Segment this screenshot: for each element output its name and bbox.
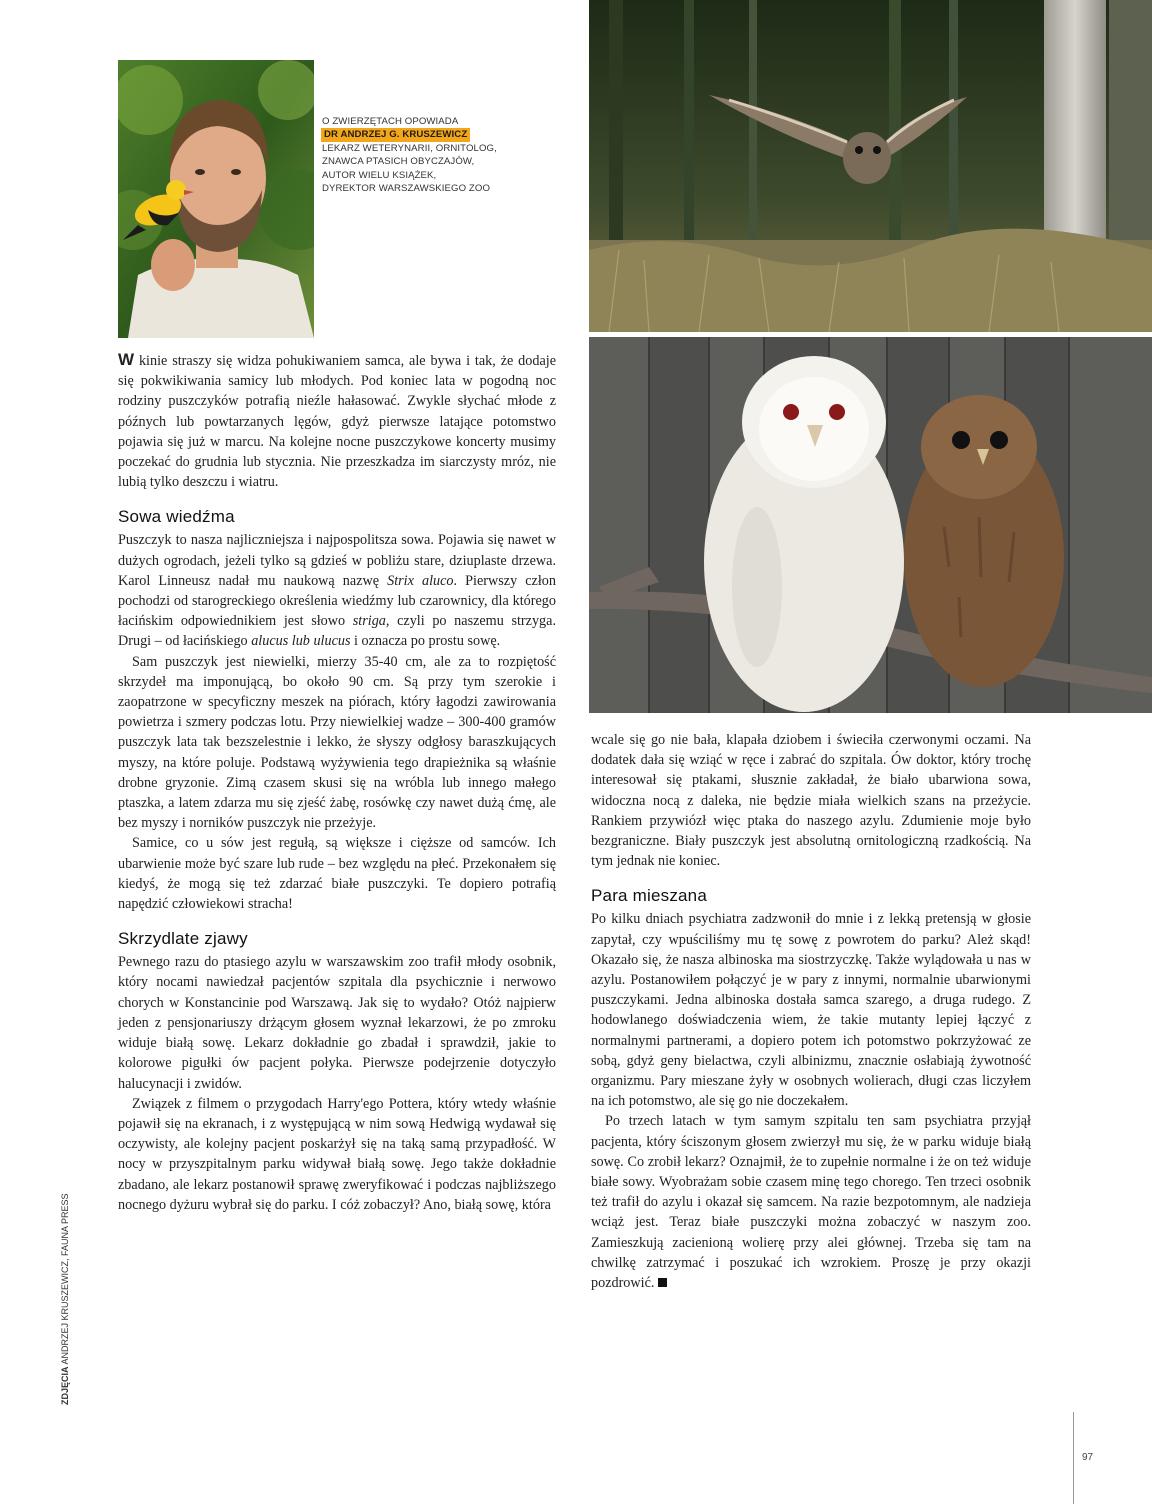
article-column-right bbox=[591, 730, 1031, 1293]
section-heading-sowa-wiedzma: Sowa wiedźma bbox=[118, 507, 235, 527]
intro-text: kinie straszy się widza pohukiwaniem samca, ale bywa i tak, że dodaje się pokwikiwania samicy lub młodych. Pod koniec lata w pogodną noc rodziny puszczyków potrafią nieźle hałasować. Zwykle słychać młode z późnych lub powtarzanych lęgów, gdyż pierwsze latające potomstwo pojawia się już w marcu. Na kolejne nocne puszczykowe koncerty musimy poczekać do grudnia lub stycznia. Nie przeszkadza im siarczysty mróz, nie lubią tylko deszczu i wiatru. bbox=[118, 353, 556, 491]
author-name-highlight: DR ANDRZEJ G. KRUSZEWICZ bbox=[321, 128, 470, 141]
section1-paragraph-1 bbox=[118, 530, 556, 651]
section-heading-para-mieszana: Para mieszana bbox=[591, 886, 707, 906]
author-caption bbox=[322, 115, 532, 195]
section1-paragraph-3: Samice, co u sów jest regułą, są większe i cięższe od samców. Ich ubarwienie może być szare lub rude – bez względu na płeć. Przekonałem się kiedyś, że mogą się też zdarzać białe puszczyki. Te dopiero potrafią napędzić człowiekowi stracha! bbox=[118, 835, 556, 913]
end-of-article-mark bbox=[658, 1278, 667, 1287]
text-run: . Pierwszy człon pochodzi od starogreckiego określenia wiedźmy lub czarownicy, dla którego łacińskim odpowiednikiem jest słowo bbox=[118, 572, 556, 630]
author-caption-line: ZNAWCA PTASICH OBYCZAJÓW, bbox=[322, 156, 475, 168]
author-caption-line: AUTOR WIELU KSIĄŻEK, bbox=[322, 169, 437, 181]
author-caption-intro: O ZWIERZĘTACH OPOWIADA bbox=[322, 116, 459, 127]
latin-name: alucus lub ulucus bbox=[251, 633, 351, 650]
owl-pair-photo bbox=[589, 337, 1152, 713]
text-run: , czyli po naszemu strzyga. Drugi – od łacińskiego bbox=[118, 613, 556, 650]
section3-paragraph-2 bbox=[591, 1111, 1031, 1293]
flying-owl-photo bbox=[589, 0, 1152, 332]
dropcap: W bbox=[118, 350, 135, 369]
text-run: Po trzech latach w tym samym szpitalu ten sam psychiatra przyjął pacjenta, który ściszonym głosem zwierzył mu się, że w parku widuje białą sowę. Co zrobił lekarz? Oznajmił, że to zupełnie normalne i że on też widuje białe sowy. Wyobrażam sobie czasem minę tego chorego. Ten trzeci osobnik też trafił do azylu i okazał się samcem. Na razie bezpotomnym, ale nadzieja wciąż jest. Teraz białe puszczyki można zobaczyć w naszym zoo. Zamieszkują zacienioną wolierę przy alei głównej. Trzeba się tam na chwilkę zatrzymać i poszukać ich wzrokiem. Proszę je przy okazji pozdrowić. bbox=[591, 1113, 1031, 1292]
section2-paragraph-1: Pewnego razu do ptasiego azylu w warszawskim zoo trafił młody osobnik, który nocami nawiedzał pacjentów szpitala dla psychicznie i nerwowo chorych w Konstancinie pod Warszawą. Jak się to wydało? Otóż najpierw jeden z pensjonariuszy drżącym głosem wyznał lekarzowi, że po zmroku widuje białą sowę. Lekarz dokładnie go zbadał i sprawdził, jakie to kolorowe pigułki ów pacjent połyka. Pierwsze podejrzenie dotyczyło halucynacji i zwidów. bbox=[118, 954, 556, 1092]
intro-paragraph bbox=[118, 350, 556, 492]
author-caption-line: LEKARZ WETERYNARII, ORNITOLOG, bbox=[322, 142, 497, 154]
text-run: i oznacza po prostu sowę. bbox=[350, 633, 501, 650]
text-run: Puszczyk to nasza najliczniejsza i najpospolitsza sowa. Pojawia się nawet w dużych ogrodach, jeżeli tylko są gdzieś w pobliżu stare, dziuplaste drzewa. Karol Linneusz nadał mu naukową nazwę bbox=[118, 532, 556, 589]
section2-paragraph-2: Związek z filmem o przygodach Harry'ego Pottera, który wtedy właśnie pojawił się na ekranach, i z występującą w nim sową Hedwigą wydawał się oczywisty, ale kolejny pacjent poskarżył się na taką samą przypadłość. W nocy w przyszpitalnym parku widywał białą sowę. Jego także dokładnie zbadano, ale lekarz postanowił sprawę zweryfikować i podczas najbliższego nocnego dyżuru wybrał się do parku. I cóż zobaczył? Ano, białą sowę, która bbox=[118, 1095, 556, 1213]
photo-credit-names: ANDRZEJ KRUSZEWICZ, FAUNA PRESS bbox=[60, 1193, 70, 1367]
latin-name: Strix aluco bbox=[387, 572, 454, 589]
section2-paragraph-2-continued: wcale się go nie bała, klapała dziobem i świeciła czerwonymi oczami. Na dodatek dała się wziąć w ręce i zabrać do szpitala. Ów doktor, który trochę interesował się ptakami, słusznie zakładał, że biało ubarwiona sowa, widoczna nocą z daleka, nie będzie miała wielkich szans na przeżycie. Rankiem przywiózł więc ptaka do naszego azylu. Zdumienie moje było bezgraniczne. Biały puszczyk jest absolutną ornitologiczną rzadkością. Na tym jednak nie koniec. bbox=[591, 732, 1031, 870]
photo-credit bbox=[60, 1193, 70, 1405]
section-heading-skrzydlate-zjawy: Skrzydlate zjawy bbox=[118, 929, 248, 949]
section1-paragraph-2: Sam puszczyk jest niewielki, mierzy 35-40 cm, ale za to rozpiętość skrzydeł ma imponującą, bo około 90 cm. Są przy tym szerokie i zaopatrzone w specyficzny meszek na piórach, który łagodzi zawirowania powietrza i szmery podczas lotu. Przy niewielkiej wadze – 300-400 gramów puszczyk lata tak bezszelestnie i lekko, że słyszy odgłosy baraszkujących myszy, na które poluje. Podstawą wyżywienia tego drapieżnika są właśnie drobne gryzonie. Zimą czasem skusi się na wróbla lub innego małego ptaszka, a latem zdarza mu się zjeść żabę, rosówkę czy nawet dużą ćmę, ale bez myszy i norników puszczyk nie przeżyje. bbox=[118, 653, 556, 832]
author-caption-line: DYREKTOR WARSZAWSKIEGO ZOO bbox=[322, 183, 491, 195]
owl-pair-image bbox=[589, 337, 1152, 713]
flying-owl-image bbox=[589, 0, 1152, 332]
page-number-rule bbox=[1073, 1412, 1074, 1504]
page-number: 97 bbox=[1082, 1452, 1094, 1463]
author-portrait-image bbox=[118, 60, 314, 338]
section3-paragraph-1: Po kilku dniach psychiatra zadzwonił do mnie i z lekką pretensją w głosie zapytał, czy wpuściliśmy mu tę sowę z powrotem do parku? Ależ skąd! Okazało się, że nasza albinoska ma siostrzyczkę. Także wylądowała u nas w azylu. Postanowiłem połączyć je w pary z innymi, normalnie ubarwionymi puszczykami. Jedna albinoska dostała samca szarego, a druga rudego. Z hodowlanego doświadczenia wiem, że takie mutanty lepiej łączyć z normalnymi partnerami, a dopiero potem ich potomstwo pokrzyżować ze sobą, gdyż geny bielactwa, czyli albinizmu, znacznie osłabiają żywotność organizmu. Pary mieszane żyły w osobnych wolierach, długi czas liczyłem na ich potomstwo, ale się go nie doczekałem. bbox=[591, 911, 1031, 1110]
article-column-left bbox=[118, 350, 556, 1215]
author-portrait-photo bbox=[118, 60, 314, 338]
latin-name: striga bbox=[352, 613, 386, 630]
photo-credit-label: ZDJĘCIA bbox=[60, 1366, 70, 1405]
